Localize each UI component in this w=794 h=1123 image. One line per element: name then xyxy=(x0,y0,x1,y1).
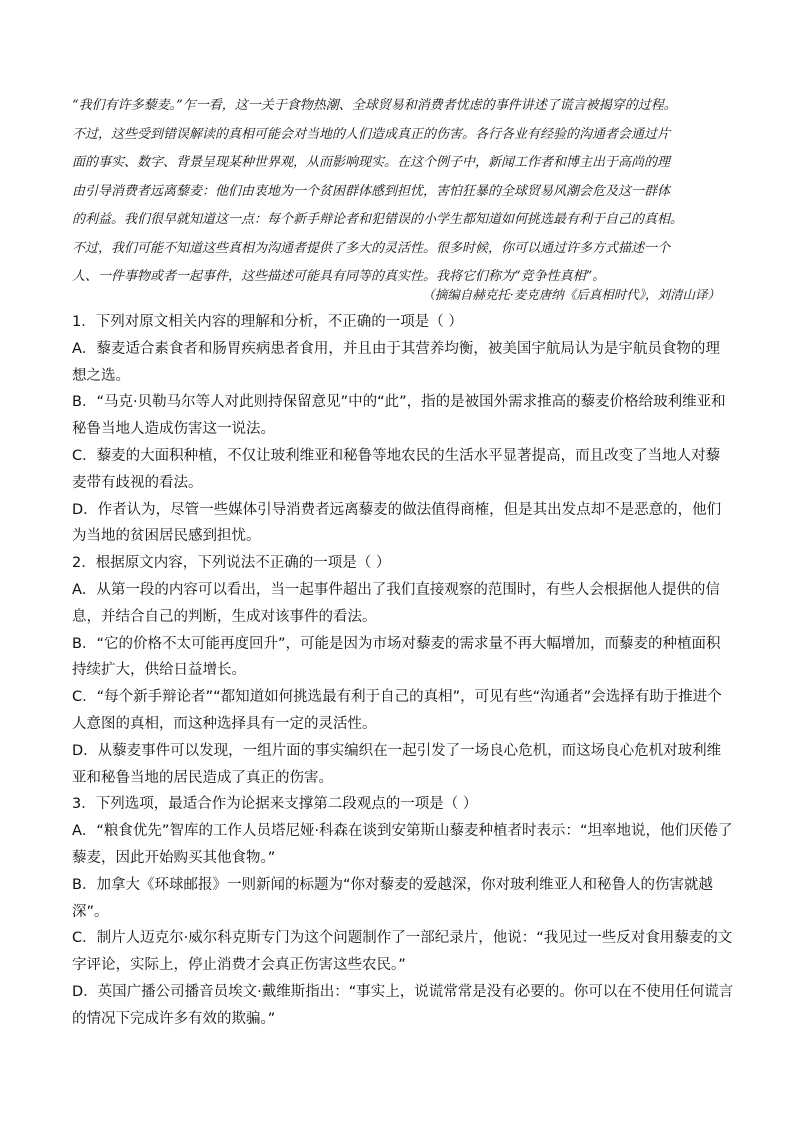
passage-line: 不过，这些受到错误解读的真相可能会对当地的人们造成真正的伤害。各行各业有经验的沟通者会通过片 xyxy=(72,126,671,142)
question-option: A．从第一段的内容可以看出，当一起事件超出了我们直接观察的范围时，有些人会根据他人提供的信息，并结合自己的判断，生成对该事件的看法。 xyxy=(72,581,720,625)
question-option: A．藜麦适合素食者和肠胃疾病患者食用，并且由于其营养均衡，被美国宇航局认为是宇航员食物的理想之选。 xyxy=(72,340,720,384)
question-option: D．从藜麦事件可以发现，一组片面的事实编织在一起引发了一场良心危机，而这场良心危机对玻利维亚和秘鲁当地的居民造成了真正的伤害。 xyxy=(72,742,722,786)
question-option: B．“马克·贝勒马尔等人对此则持保留意见”中的“此”，指的是被国外需求推高的藜麦价格给玻利维亚和秘鲁当地人造成伤害这一说法。 xyxy=(72,394,726,438)
question-option: A．“粮食优先”智库的工作人员塔尼娅·科森在谈到安第斯山藜麦种植者时表示：“坦率地说，他们厌倦了藜麦，因此开始购买其他食物。” xyxy=(72,823,733,866)
question-stem: 1．下列对原文相关内容的理解和分析，不正确的一项是（ ） xyxy=(72,314,463,330)
question-option: C．“每个新手辩论者”“都知道如何挑选最有利于自己的真相”，可见有些“沟通者”会选择有助于推进个人意图的真相，而这种选择具有一定的灵活性。 xyxy=(72,689,722,732)
passage-line: 不过，我们可能不知道这些真相为沟通者提供了多大的灵活性。很多时候，你可以通过许多方式描述一个 xyxy=(72,240,671,256)
question-option: C．藜麦的大面积种植，不仅让玻利维亚和秘鲁等地农民的生活水平显著提高，而且改变了当地人对藜麦带有歧视的看法。 xyxy=(72,447,721,491)
question-option: D．英国广播公司播音员埃文·戴维斯指出：“事实上，说谎常常是没有必要的。你可以在不使用任何谎言的情况下完成许多有效的欺骗。” xyxy=(72,983,734,1027)
question-stem: 3．下列选项，最适合作为论据来支撑第二段观点的一项是（ ） xyxy=(72,796,478,813)
questions-section xyxy=(72,309,734,1033)
question-stem: 2．根据原文内容，下列说法不正确的一项是（ ） xyxy=(72,555,391,572)
passage xyxy=(72,92,732,292)
question-option: D．作者认为，尽管一些媒体引导消费者远离藜麦的做法值得商榷，但是其出发点却不是恶意的，他们为当地的贫困居民感到担忧。 xyxy=(72,501,722,545)
passage-line: “我们有许多藜麦。”乍一看，这一关于食物热潮、全球贸易和消费者忧虑的事件讲述了谎言被揭穿的过程。 xyxy=(72,98,677,113)
passage-line: 的利益。我们很早就知道这一点：每个新手辩论者和犯错误的小学生都知道如何挑选最有利于自己的真相。 xyxy=(72,212,684,227)
passage-line: 面的事实、数字、背景呈现某种世界观，从而影响现实。在这个例子中，新闻工作者和博主出于高尚的理 xyxy=(72,155,671,170)
question-option: B．“它的价格不太可能再度回升”，可能是因为市场对藜麦的需求量不再大幅增加，而藜麦的种植面积持续扩大，供给日益增长。 xyxy=(72,635,721,679)
passage-line: 人、一件事物或者一起事件，这些描述可能具有同等的真实性。我将它们称为“竞争性真相”。 xyxy=(72,269,606,284)
question-option: B．加拿大《环球邮报》一则新闻的标题为“你对藜麦的爱越深，你对玻利维亚人和秘鲁人的伤害就越深”。 xyxy=(72,876,713,920)
question-option: C．制片人迈克尔·威尔科克斯专门为这个问题制作了一部纪录片，他说：“我见过一些反对食用藜麦的文字评论，实际上，停止消费才会真正伤害这些农民。” xyxy=(72,930,733,974)
passage-source: （摘编自赫克托·麦克唐纳《后真相时代》，刘清山译） xyxy=(422,287,720,302)
passage-line: 由引导消费者远离藜麦：他们由衷地为一个贫困群体感到担忧，害怕狂暴的全球贸易风潮会危及这一群体 xyxy=(72,183,671,199)
